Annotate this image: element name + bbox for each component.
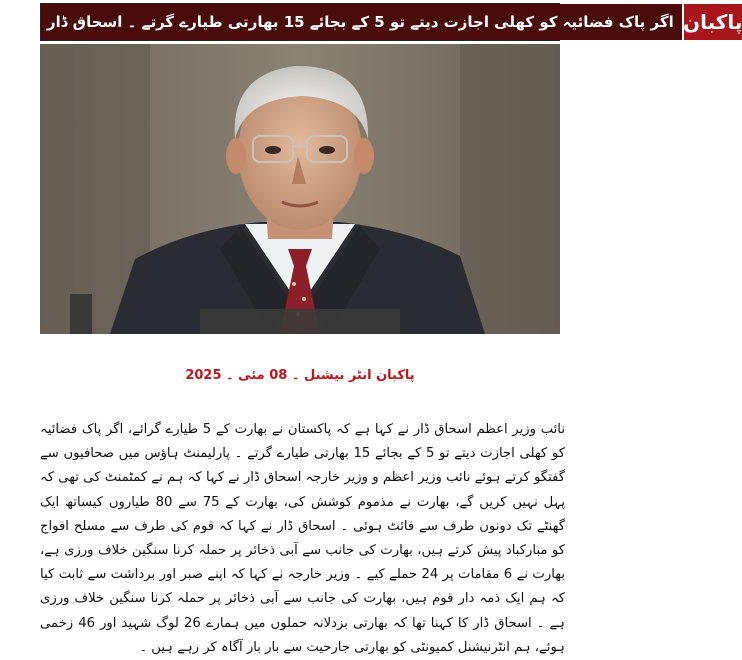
- person-at-podium-illustration: [40, 44, 560, 334]
- headline: اگر پاک فضائیہ کو کھلی اجازت دیتے تو 5 کے بجائے 15 بھارتی طیارے گرتے ۔ اسحاق ڈار: [41, 4, 682, 40]
- dateline: پاکبان انٹر نیشنل ۔ 08 مئی ۔ 2025: [185, 368, 415, 383]
- news-photo: [40, 44, 560, 334]
- news-header: [40, 3, 742, 41]
- article-body: نائب وزیر اعظم اسحاق ڈار نے کہا ہے کہ پاکستان نے بھارت کے 5 طیارے گرائے، اگر پاک فضائیہ کو کھلی اجازت دیتے تو 5 کے بجائے 15 بھارتی طیارے گرتے ۔ پارلیمنٹ ہاؤس میں صحافیوں سے گفتگو کرتے ہوئے نائب وزیر اعظم و وزیر خارجہ اسحاق ڈار نے کہا کہ ہم نے کمٹمنٹ کی تھی کہ پہل نہیں کریں گے، بھارت نے مذموم کوشش کی، بھارت کے 75 سے 80 طیاروں کیساتھ ایک گھنٹے تک دونوں طرف سے فائٹ ہوئی ۔ اسحاق ڈار نے کہا کہ قوم کی طرف سے مسلح افواج کو مبارکباد پیش کرتے ہیں، بھارت کی جانب سے آبی ذخائر پر حملہ کرنا سنگین خلاف ورزی ہے، بھارت نے 6 مقامات پر 24 حملے کیے ۔ وزیر خارجہ نے کہا کہ اپنے صبر اور برداشت سے ثابت کیا کہ ہم ایک ذمہ دار قوم ہیں، بھارت کی جانب سے آبی ذخائر پر حملہ کرنا سنگین خلاف ورزی ہے ۔ اسحاق ڈار کا کہنا تھا کہ بھارتی بزدلانہ حملوں میں ہمارے 26 لوگ شہید اور 46 زخمی ہوئے، ہم انٹرنیشنل کمیونٹی کو بھارتی جارحیت سے بار بار آگاہ کر رہے ہیں ۔: [40, 422, 566, 655]
- brand-logo: پاکبان: [682, 4, 742, 40]
